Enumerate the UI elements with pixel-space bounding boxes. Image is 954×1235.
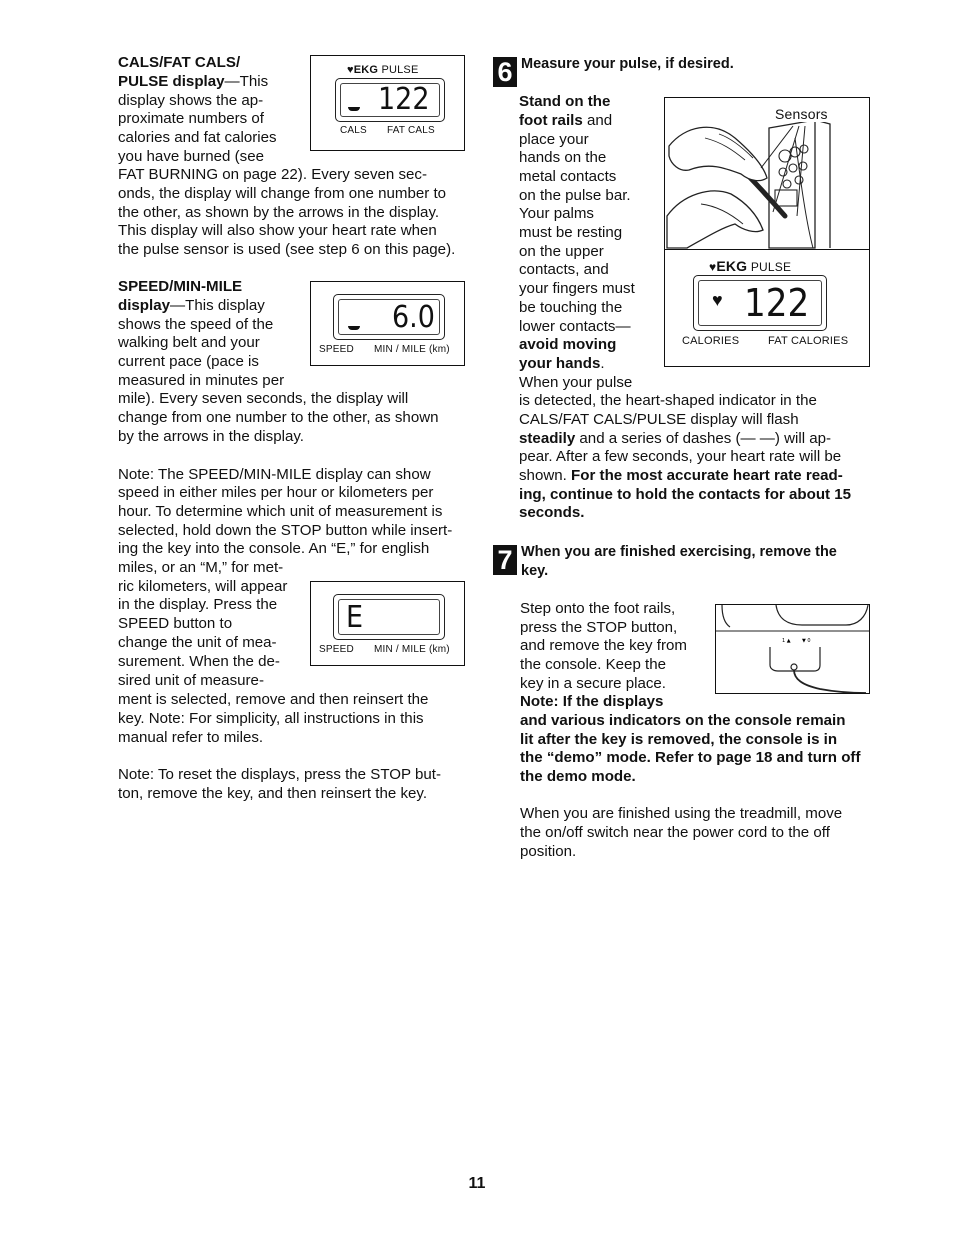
note1-line: SPEED button to bbox=[118, 615, 233, 632]
cals-line: the other, as shown by the arrows in the display. bbox=[118, 204, 440, 221]
cals-caption: CALS bbox=[340, 125, 367, 136]
note1-line: manual refer to miles. bbox=[118, 729, 264, 746]
step6-col-bold: avoid moving bbox=[519, 336, 617, 353]
cals-line: This display will also show your heart rate when bbox=[118, 222, 437, 239]
cals-lcd bbox=[335, 78, 445, 122]
step7-line: key in a secure place. bbox=[520, 675, 666, 692]
ekg-label-row bbox=[709, 258, 791, 274]
speed-lcd bbox=[333, 294, 445, 340]
cals-line: onds, the display will change from one number to bbox=[118, 185, 447, 202]
step6-col-regular: place your bbox=[519, 131, 589, 148]
step6-bold: For the most accurate heart rate read- bbox=[571, 467, 843, 484]
step7-note-line: lit after the key is removed, the console is in bbox=[520, 731, 838, 748]
step6-col-line bbox=[519, 224, 622, 243]
step7-note-line: the demo mode. bbox=[520, 768, 636, 785]
step6-col-regular: contacts, and bbox=[519, 261, 609, 278]
step6-line: pear. After a few seconds, your heart rate will be bbox=[519, 448, 842, 465]
step6-col-bold: your hands bbox=[519, 355, 601, 372]
cals-line: calories and fat calories bbox=[118, 129, 277, 146]
note1-line: hour. To determine which unit of measurement is bbox=[118, 503, 443, 520]
step6-col-line bbox=[519, 187, 631, 206]
step-7-number: 7 bbox=[493, 545, 517, 575]
cals-heading-2: PULSE display bbox=[118, 73, 225, 90]
final-line: position. bbox=[520, 843, 577, 860]
step6-col-bold: Stand on the bbox=[519, 93, 611, 110]
step6-line: ing, continue to hold the contacts for about 15 bbox=[519, 486, 852, 503]
unit-lcd bbox=[333, 594, 445, 640]
step6-col-regular: on the upper bbox=[519, 243, 604, 260]
speed-heading-2-line bbox=[118, 297, 265, 316]
step7-line: Step onto the foot rails, bbox=[520, 600, 676, 617]
cals-heading-2-line bbox=[118, 73, 268, 92]
step6-line: is detected, the heart-shaped indicator in the bbox=[519, 392, 817, 409]
speed-display-figure bbox=[310, 281, 465, 366]
fat-cals-caption: FAT CALS bbox=[387, 125, 435, 136]
step6-regular: shown. bbox=[519, 467, 572, 484]
speed-heading-2: display bbox=[118, 297, 171, 314]
pulse-lcd bbox=[693, 275, 827, 331]
pulse-label: PULSE bbox=[381, 64, 419, 76]
cals-line: display shows the ap- bbox=[118, 92, 264, 109]
figure-divider bbox=[665, 249, 869, 250]
step6-col-line bbox=[519, 131, 589, 150]
step6-line: CALS/FAT CALS/PULSE display will flash bbox=[519, 411, 799, 428]
note1-line: ric kilometers, will appear bbox=[118, 578, 288, 595]
cals-heading-1: CALS/FAT CALS/ bbox=[118, 54, 241, 71]
speed-line-2-rest: —This display bbox=[170, 297, 265, 314]
note1-line: surement. When the de- bbox=[118, 653, 280, 670]
hands-on-pulse-bar-illustration bbox=[665, 98, 869, 250]
speed-line: measured in minutes per bbox=[118, 372, 285, 389]
note1-line: Note: The SPEED/MIN-MILE display can show bbox=[118, 466, 431, 483]
note1-line: selected, hold down the STOP button while insert- bbox=[118, 522, 453, 539]
note1-line: miles, or an “M,” for met- bbox=[118, 559, 284, 576]
step6-col-line bbox=[519, 149, 606, 168]
pulse-label: PULSE bbox=[750, 260, 792, 274]
heart-icon: ♥ bbox=[712, 290, 723, 310]
step7-note-line: the “demo” mode. Refer to page 18 and turn off bbox=[520, 749, 861, 766]
pulse-sensor-figure bbox=[664, 97, 870, 367]
note2-line: Note: To reset the displays, press the STOP but- bbox=[118, 766, 442, 783]
step6-col-regular: Your palms bbox=[519, 205, 594, 222]
step6-col-line bbox=[519, 280, 635, 299]
step7-line: press the STOP button, bbox=[520, 619, 678, 636]
step7-note-line: and various indicators on the console remain bbox=[520, 712, 846, 729]
min-mile-caption: MIN / MILE (km) bbox=[374, 644, 450, 655]
cals-line-2-rest: —This bbox=[224, 73, 269, 90]
step-6-heading: Measure your pulse, if desired. bbox=[521, 56, 734, 72]
svg-text:1 ▲: 1 ▲ bbox=[782, 638, 791, 644]
step6-col-line bbox=[519, 243, 604, 262]
step6-col-line bbox=[519, 112, 612, 131]
speed-value: 6.0 bbox=[392, 300, 435, 335]
pulse-value: 122 bbox=[744, 281, 810, 325]
step7-note-line: Note: If the displays bbox=[520, 693, 664, 710]
cals-line: proximate numbers of bbox=[118, 110, 264, 127]
speed-line: by the arrows in the display. bbox=[118, 428, 304, 445]
step6-col-regular: . bbox=[600, 355, 605, 372]
note1-line: change the unit of mea- bbox=[118, 634, 277, 651]
step6-col-regular: and bbox=[582, 112, 613, 129]
heart-icon: ♥ bbox=[347, 64, 354, 76]
step6-line bbox=[519, 430, 831, 449]
step6-col-regular: your fingers must bbox=[519, 280, 635, 297]
step-7-heading-1: When you are finished exercising, remove the bbox=[521, 544, 837, 560]
cals-line: FAT BURNING on page 22). Every seven sec- bbox=[118, 166, 427, 183]
speed-line: shows the speed of the bbox=[118, 316, 274, 333]
cals-line: you have burned (see bbox=[118, 148, 265, 165]
step6-line bbox=[519, 467, 843, 486]
step7-line: and remove the key from bbox=[520, 637, 687, 654]
step6-col-regular: on the pulse bar. bbox=[519, 187, 631, 204]
speed-line: walking belt and your bbox=[118, 334, 260, 351]
speed-caption: SPEED bbox=[319, 344, 354, 355]
note1-line: sired unit of measure- bbox=[118, 672, 264, 689]
step6-col-line bbox=[519, 93, 610, 112]
step7-line: the console. Keep the bbox=[520, 656, 667, 673]
step6-col-line bbox=[519, 261, 609, 280]
speed-line: change from one number to the other, as shown bbox=[118, 409, 439, 426]
step6-bold: steadily bbox=[519, 430, 576, 447]
sensors-label: Sensors bbox=[775, 106, 828, 122]
step6-col-regular: When your pulse bbox=[519, 374, 633, 391]
ekg-label-row bbox=[347, 64, 419, 76]
step-6-number: 6 bbox=[493, 57, 517, 87]
speed-caption: SPEED bbox=[319, 644, 354, 655]
heart-icon: ♥ bbox=[709, 260, 717, 274]
note2-line: ton, remove the key, and then reinsert the key. bbox=[118, 785, 428, 802]
step-7-heading-2: key. bbox=[521, 563, 549, 579]
step6-col-line bbox=[519, 318, 631, 337]
step6-col-regular: must be resting bbox=[519, 224, 623, 241]
cals-line: the pulse sensor is used (see step 6 on this page). bbox=[118, 241, 456, 258]
fat-calories-caption: FAT CALORIES bbox=[768, 335, 849, 347]
page-number: 11 bbox=[468, 1175, 486, 1192]
step6-col-regular: be touching the bbox=[519, 299, 623, 316]
step6-col-line bbox=[519, 299, 622, 318]
final-line: When you are finished using the treadmill, move bbox=[520, 805, 843, 822]
speed-line: current pace (pace is bbox=[118, 353, 259, 370]
cals-display-figure bbox=[310, 55, 465, 151]
step6-regular: and a series of dashes (— —) will ap- bbox=[575, 430, 832, 447]
min-mile-caption: MIN / MILE (km) bbox=[374, 344, 450, 355]
key-removal-figure bbox=[715, 604, 870, 694]
step6-col-regular: lower contacts— bbox=[519, 318, 631, 335]
note1-line: ment is selected, remove and then reinsert the bbox=[118, 691, 429, 708]
step6-col-bold: foot rails bbox=[519, 112, 583, 129]
speed-heading-1: SPEED/MIN-MILE bbox=[118, 278, 243, 295]
step6-col-line bbox=[519, 374, 632, 393]
step6-col-line bbox=[519, 168, 616, 187]
unit-display-figure bbox=[310, 581, 465, 666]
note1-line: speed in either miles per hour or kilometers per bbox=[118, 484, 434, 501]
step6-col-line bbox=[519, 355, 605, 374]
final-line: the on/off switch near the power cord to the off bbox=[520, 824, 830, 841]
step6-col-line bbox=[519, 205, 594, 224]
ekg-label: EKG bbox=[353, 64, 379, 76]
calories-caption: CALORIES bbox=[682, 335, 740, 347]
note1-line: key. Note: For simplicity, all instructions in this bbox=[118, 710, 424, 727]
note1-line: ing the key into the console. An “E,” for english bbox=[118, 540, 430, 557]
cals-value: 122 bbox=[378, 82, 430, 117]
ekg-label: EKG bbox=[716, 258, 748, 274]
step6-col-regular: metal contacts bbox=[519, 168, 617, 185]
speed-line: mile). Every seven seconds, the display will bbox=[118, 390, 409, 407]
unit-value: E bbox=[346, 600, 364, 635]
console-key-illustration bbox=[716, 605, 869, 693]
step6-line: seconds. bbox=[519, 504, 585, 521]
svg-text:▼ 0: ▼ 0 bbox=[802, 638, 811, 644]
note1-line: in the display. Press the bbox=[118, 596, 278, 613]
step6-col-line bbox=[519, 336, 616, 355]
step6-col-regular: hands on the bbox=[519, 149, 607, 166]
